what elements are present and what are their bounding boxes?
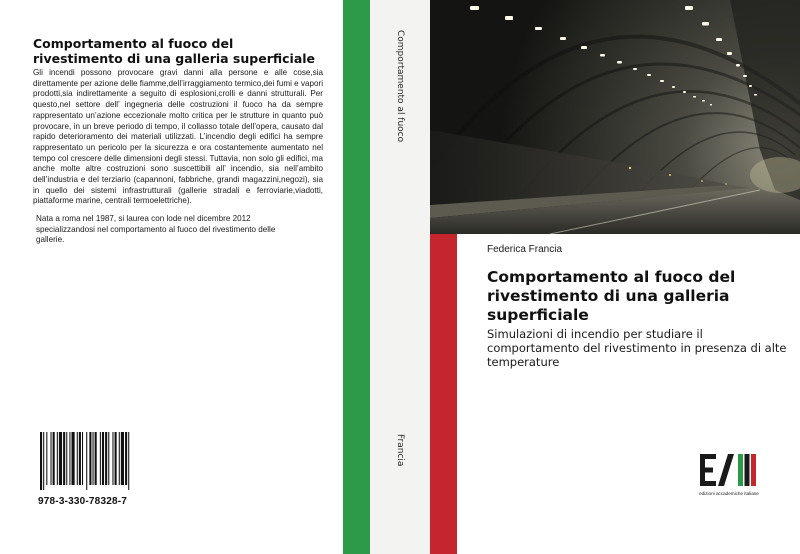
- tunnel-photo: [430, 0, 800, 234]
- barcode: [40, 432, 162, 490]
- spine: [370, 0, 430, 554]
- back-cover-blurb: Gli incendi possono provocare gravi danni alla persone e alle cose,sia direttamente per azione delle fiamme,dell’irraggiamento termico,dei fumi e vapori prodotti,sia indirettamente a seguito di esplosioni,crolli e danni strutturali. Per questo,nel settore dell’ ingegneria delle costruzioni il fuoco ha da sempre rappresentato un’azione eccezionale molto critica per le strutture in quanto può provocare, in un breve periodo di tempo, il collasso totale dell’opera, causato dal rapido deterioramento dei materiali utilizzati. L’incendio degli edifici ha sempre rappresentato un pericolo per la sicurezza e ora costantemente aumentato nel tempo col crescere delle dimensioni degli stessi. Tuttavia, non solo gli edifici, ma anche molte altre costruzioni sono suscettibili all’ incendio, sia nell’ambito dell’industria e del terziario (capannoni, fabbriche, grandi magazzini,negozi), sia in quello dei sistemi infrastrutturali (gallerie stradali e ferroviarie,viadotti, piattaforme marine, centrali termoelettriche).: [33, 68, 323, 206]
- isbn: 978-3-330-78328-7: [38, 496, 128, 507]
- back-cover-title: Comportamento al fuoco del rivestimento di una galleria superficiale: [33, 36, 316, 66]
- front-red-stripe: [430, 234, 457, 554]
- front-author: Federica Francia: [487, 244, 563, 255]
- spine-title: Comportamento al fuoco: [395, 30, 405, 143]
- spine-author: Francia: [395, 434, 405, 467]
- front-subtitle: Simulazioni di incendio per studiare il comportamento del rivestimento in presenza di alte temperature: [487, 327, 787, 369]
- front-title: Comportamento al fuoco del rivestimento di una galleria superficiale: [487, 268, 736, 324]
- back-cover: [0, 0, 343, 554]
- publisher-name: edizioni accademiche italiane: [699, 491, 759, 496]
- publisher-logo-icon: [700, 452, 758, 488]
- front-cover: [430, 0, 800, 554]
- back-green-stripe: [343, 0, 370, 554]
- author-bio: Nata a roma nel 1987, si laurea con lode nel dicembre 2012 specializzandosi nel comportamento al fuoco del rivestimento delle gallerie.: [36, 214, 276, 245]
- publisher-logo: [693, 452, 765, 498]
